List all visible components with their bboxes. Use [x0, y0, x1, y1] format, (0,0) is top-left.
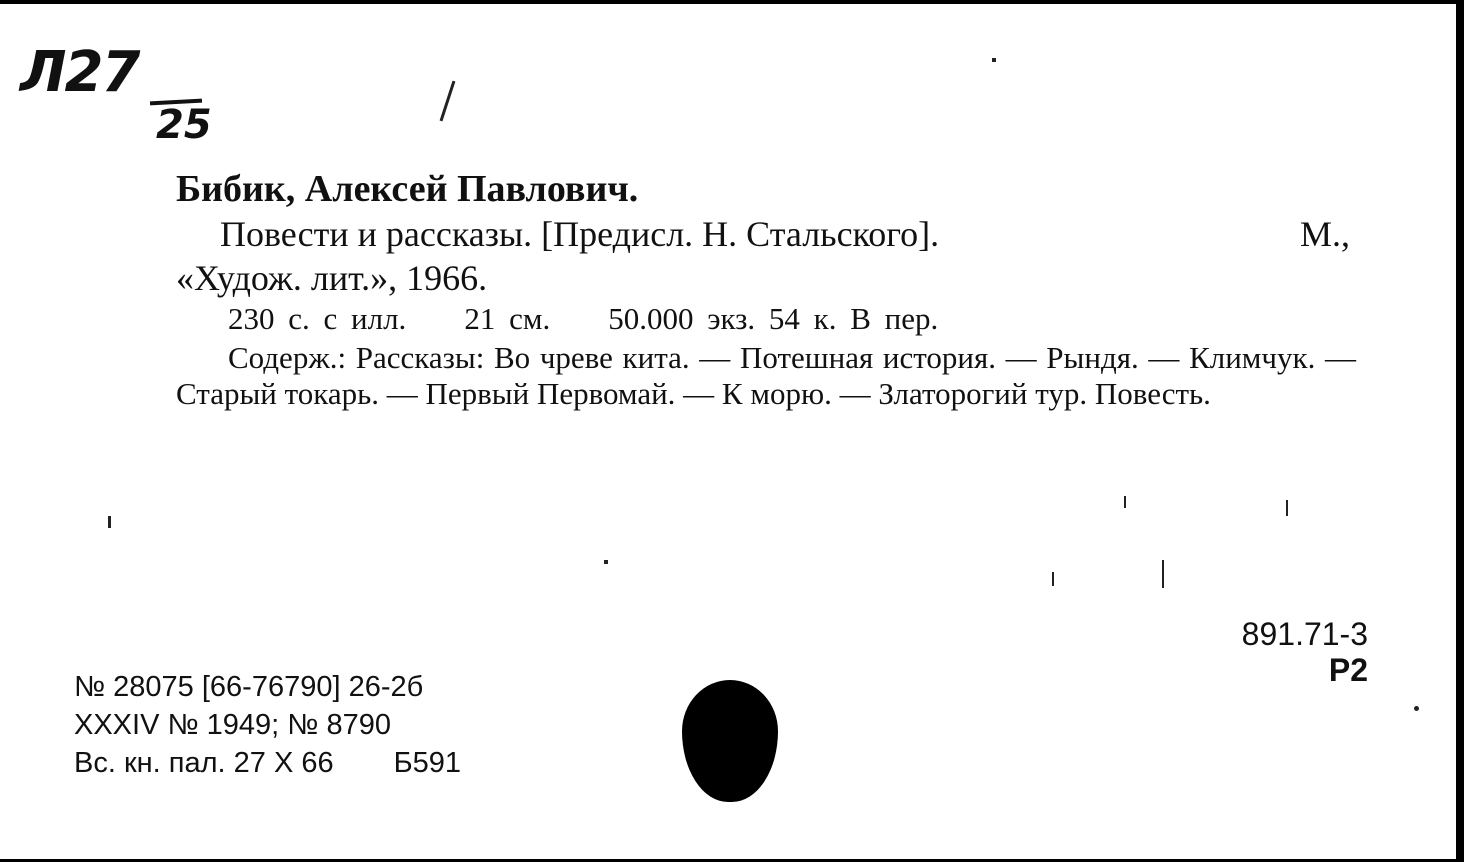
card-punch-hole: [682, 680, 778, 802]
publisher-line: «Худож. лит.», 1966.: [176, 258, 488, 298]
speck: [1052, 572, 1054, 586]
classification-number: 891.71-3: [1241, 616, 1368, 652]
handwritten-shelfmark: [14, 40, 234, 150]
record-code: Б591: [393, 747, 462, 779]
speck: [1286, 500, 1288, 516]
dimensions: 21 см.: [464, 301, 551, 336]
record-line-3-wrap: [74, 744, 461, 782]
contents-note: Содерж.: Рассказы: Во чреве кита. — Потешная история. — Рындя. — Климчук. — Старый токарь. — Первый Первомай. — К морю. — Златорогий тур. Повесть.: [176, 340, 1356, 411]
speck: [992, 58, 996, 62]
publication-place: М.,: [1299, 214, 1350, 254]
physical-description: [176, 300, 1366, 338]
title-line: [176, 212, 1350, 256]
author-mark: Р2: [1328, 652, 1368, 688]
card-top-edge: [0, 0, 1464, 4]
record-info: [74, 668, 461, 782]
speck: [108, 516, 111, 528]
handwritten-subnumber: 25: [156, 102, 212, 148]
author-heading: Бибик, Алексей Павлович.: [176, 168, 639, 210]
speck: [1414, 706, 1419, 711]
speck: [1124, 496, 1126, 508]
pages: 230 с. с илл.: [228, 301, 407, 336]
pencil-tick-mark: [440, 81, 456, 122]
record-number: № 28075 [66-76790] 26-2б: [74, 671, 424, 703]
record-line-3: Вс. кн. пал. 27 X 66: [74, 747, 334, 779]
bibliographic-entry: [176, 166, 1366, 412]
classification-mark: [1228, 616, 1368, 688]
speck: [604, 560, 608, 564]
card-right-edge: [1456, 0, 1464, 862]
handwritten-code: Л27: [20, 40, 139, 105]
speck: [1162, 560, 1164, 588]
record-line-2: XXXIV № 1949; № 8790: [74, 709, 391, 741]
title-statement: Повести и рассказы. [Предисл. Н. Стальского].: [220, 214, 940, 254]
copies-price: 50.000 экз. 54 к. В пер.: [608, 301, 939, 336]
